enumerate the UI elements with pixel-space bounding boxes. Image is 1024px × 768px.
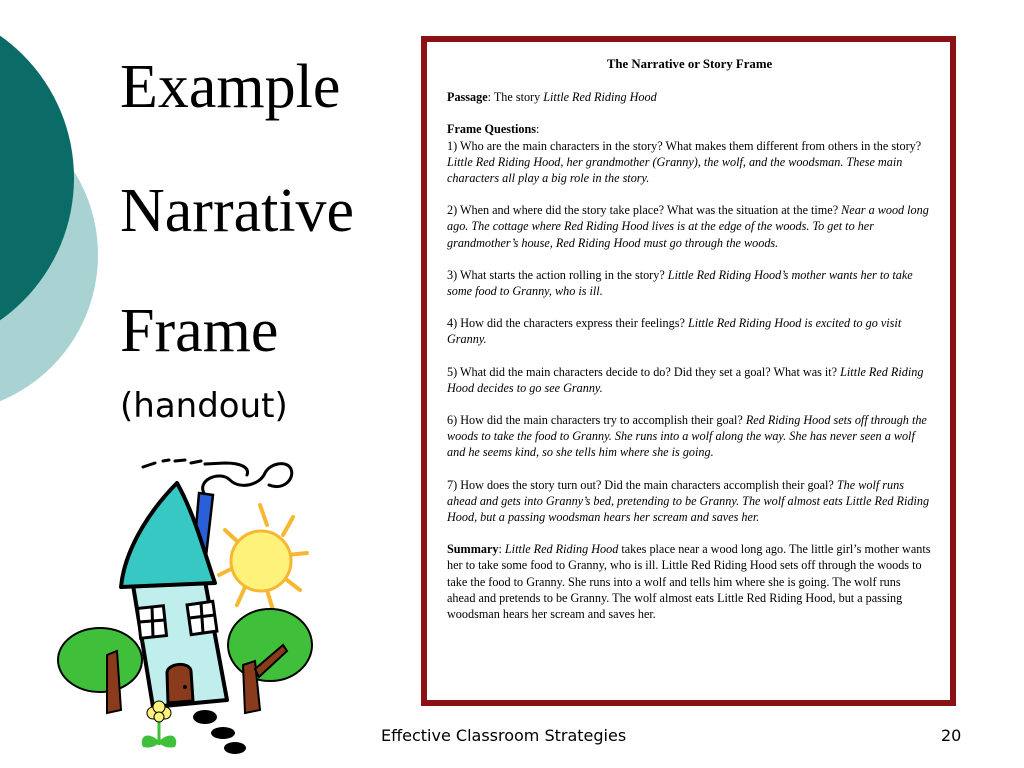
slide-title-line-3: Frame bbox=[120, 297, 279, 365]
slide-title-line-1: Example bbox=[120, 53, 341, 121]
frame-question-3 bbox=[447, 267, 932, 299]
question-text: 1) Who are the main characters in the story? What makes them different from others in the story? bbox=[447, 138, 922, 153]
frame-question-2 bbox=[447, 202, 932, 251]
answer-text: Little Red Riding Hood’s mother wants her to take some food to Granny, who is ill. bbox=[447, 267, 913, 299]
answer-text: Little Red Riding Hood is excited to go visit Granny. bbox=[447, 316, 902, 347]
frame-question-7 bbox=[447, 477, 932, 526]
answer-text: Red Riding Hood sets off through the woods to take the food to Granny. She runs into a wolf along the way. She has never seen a wolf and he seems kind, so she tells him where she is going. bbox=[447, 413, 927, 460]
handout-document bbox=[421, 36, 956, 706]
handout-title: The Narrative or Story Frame bbox=[606, 57, 773, 71]
summary-story-title: Little Red Riding Hood bbox=[504, 542, 619, 557]
house-clipart-icon bbox=[55, 455, 315, 765]
answer-text: Near a wood long ago. The cottage where Red Riding Hood lives is at the edge of the woods. To get to her grandmother’s house, Red Riding Hood must go through the woods. bbox=[447, 203, 929, 250]
summary-paragraph: Summary: Little Red Riding Hood takes place near a wood long ago. The little girl’s mother wants her to take some food to Granny, who is ill. Little Red Riding Hood sets off through the woods to take the food to Granny. She runs into a wolf and tells him where she is going. The wolf runs ahead and pretends to be Granny. The wolf almost eats Little Red Riding Hood, but a passing woodsman hears her scream and saves her. bbox=[447, 542, 931, 622]
answer-text: Little Red Riding Hood, her grandmother (Granny), the wolf, and the woodsman. These main characters all play a big role in the story. bbox=[447, 154, 903, 186]
question-text: 6) How did the main characters try to accomplish their goal? bbox=[447, 413, 746, 428]
question-text: 5) What did the main characters decide to do? Did they set a goal? What was it? bbox=[447, 364, 841, 379]
frame-question-6 bbox=[447, 412, 932, 461]
slide-title-line-2: Narrative bbox=[120, 177, 355, 245]
slide-number: 20 bbox=[941, 726, 962, 745]
frame-questions-label: Frame Questions bbox=[447, 122, 537, 137]
question-text: 2) When and where did the story take place? What was the situation at the time? bbox=[447, 203, 842, 218]
passage-line bbox=[447, 89, 932, 105]
frame-question-1 bbox=[447, 138, 932, 187]
answer-text: The wolf runs ahead and gets into Granny’s bed, pretending to be Granny. The wolf almost eats Little Red Riding Hood, but a passing woodsman hears her scream and saves her. bbox=[447, 477, 930, 525]
answer-text: Little Red Riding Hood decides to go see Granny. bbox=[447, 364, 924, 395]
frame-questions-heading: Frame Questions: bbox=[447, 122, 540, 137]
passage-story-title: Little Red Riding Hood bbox=[543, 90, 657, 105]
flower-icon bbox=[142, 701, 176, 748]
summary-label: Summary bbox=[447, 542, 499, 557]
sun-icon bbox=[219, 505, 307, 610]
slide-subtitle: (handout) bbox=[120, 386, 288, 426]
frame-question-4 bbox=[447, 315, 932, 347]
question-text: 3) What starts the action rolling in the story? bbox=[447, 267, 668, 282]
question-text: 7) How does the story turn out? Did the main characters accomplish their goal? bbox=[447, 477, 837, 492]
summary-text: takes place near a wood long ago. The little girl’s mother wants her to take some food to Granny, who is ill. Little Red Riding Hood sets off through the woods to take the food to Granny. She runs into a wolf and tells him where she is going. The wolf runs ahead and pretends to be Granny. The wolf almost eats Little Red Riding Hood, but a passing woodsman hears her scream and saves her. bbox=[447, 542, 931, 622]
frame-question-5 bbox=[447, 364, 932, 396]
decorative-circles bbox=[0, 0, 130, 420]
chimney-smoke-icon bbox=[143, 460, 292, 495]
passage-label: Passage bbox=[447, 90, 488, 105]
question-text: 4) How did the characters express their feelings? bbox=[447, 316, 688, 331]
footer-text: Effective Classroom Strategies bbox=[381, 726, 627, 745]
passage-prefix: : The story bbox=[487, 90, 544, 105]
